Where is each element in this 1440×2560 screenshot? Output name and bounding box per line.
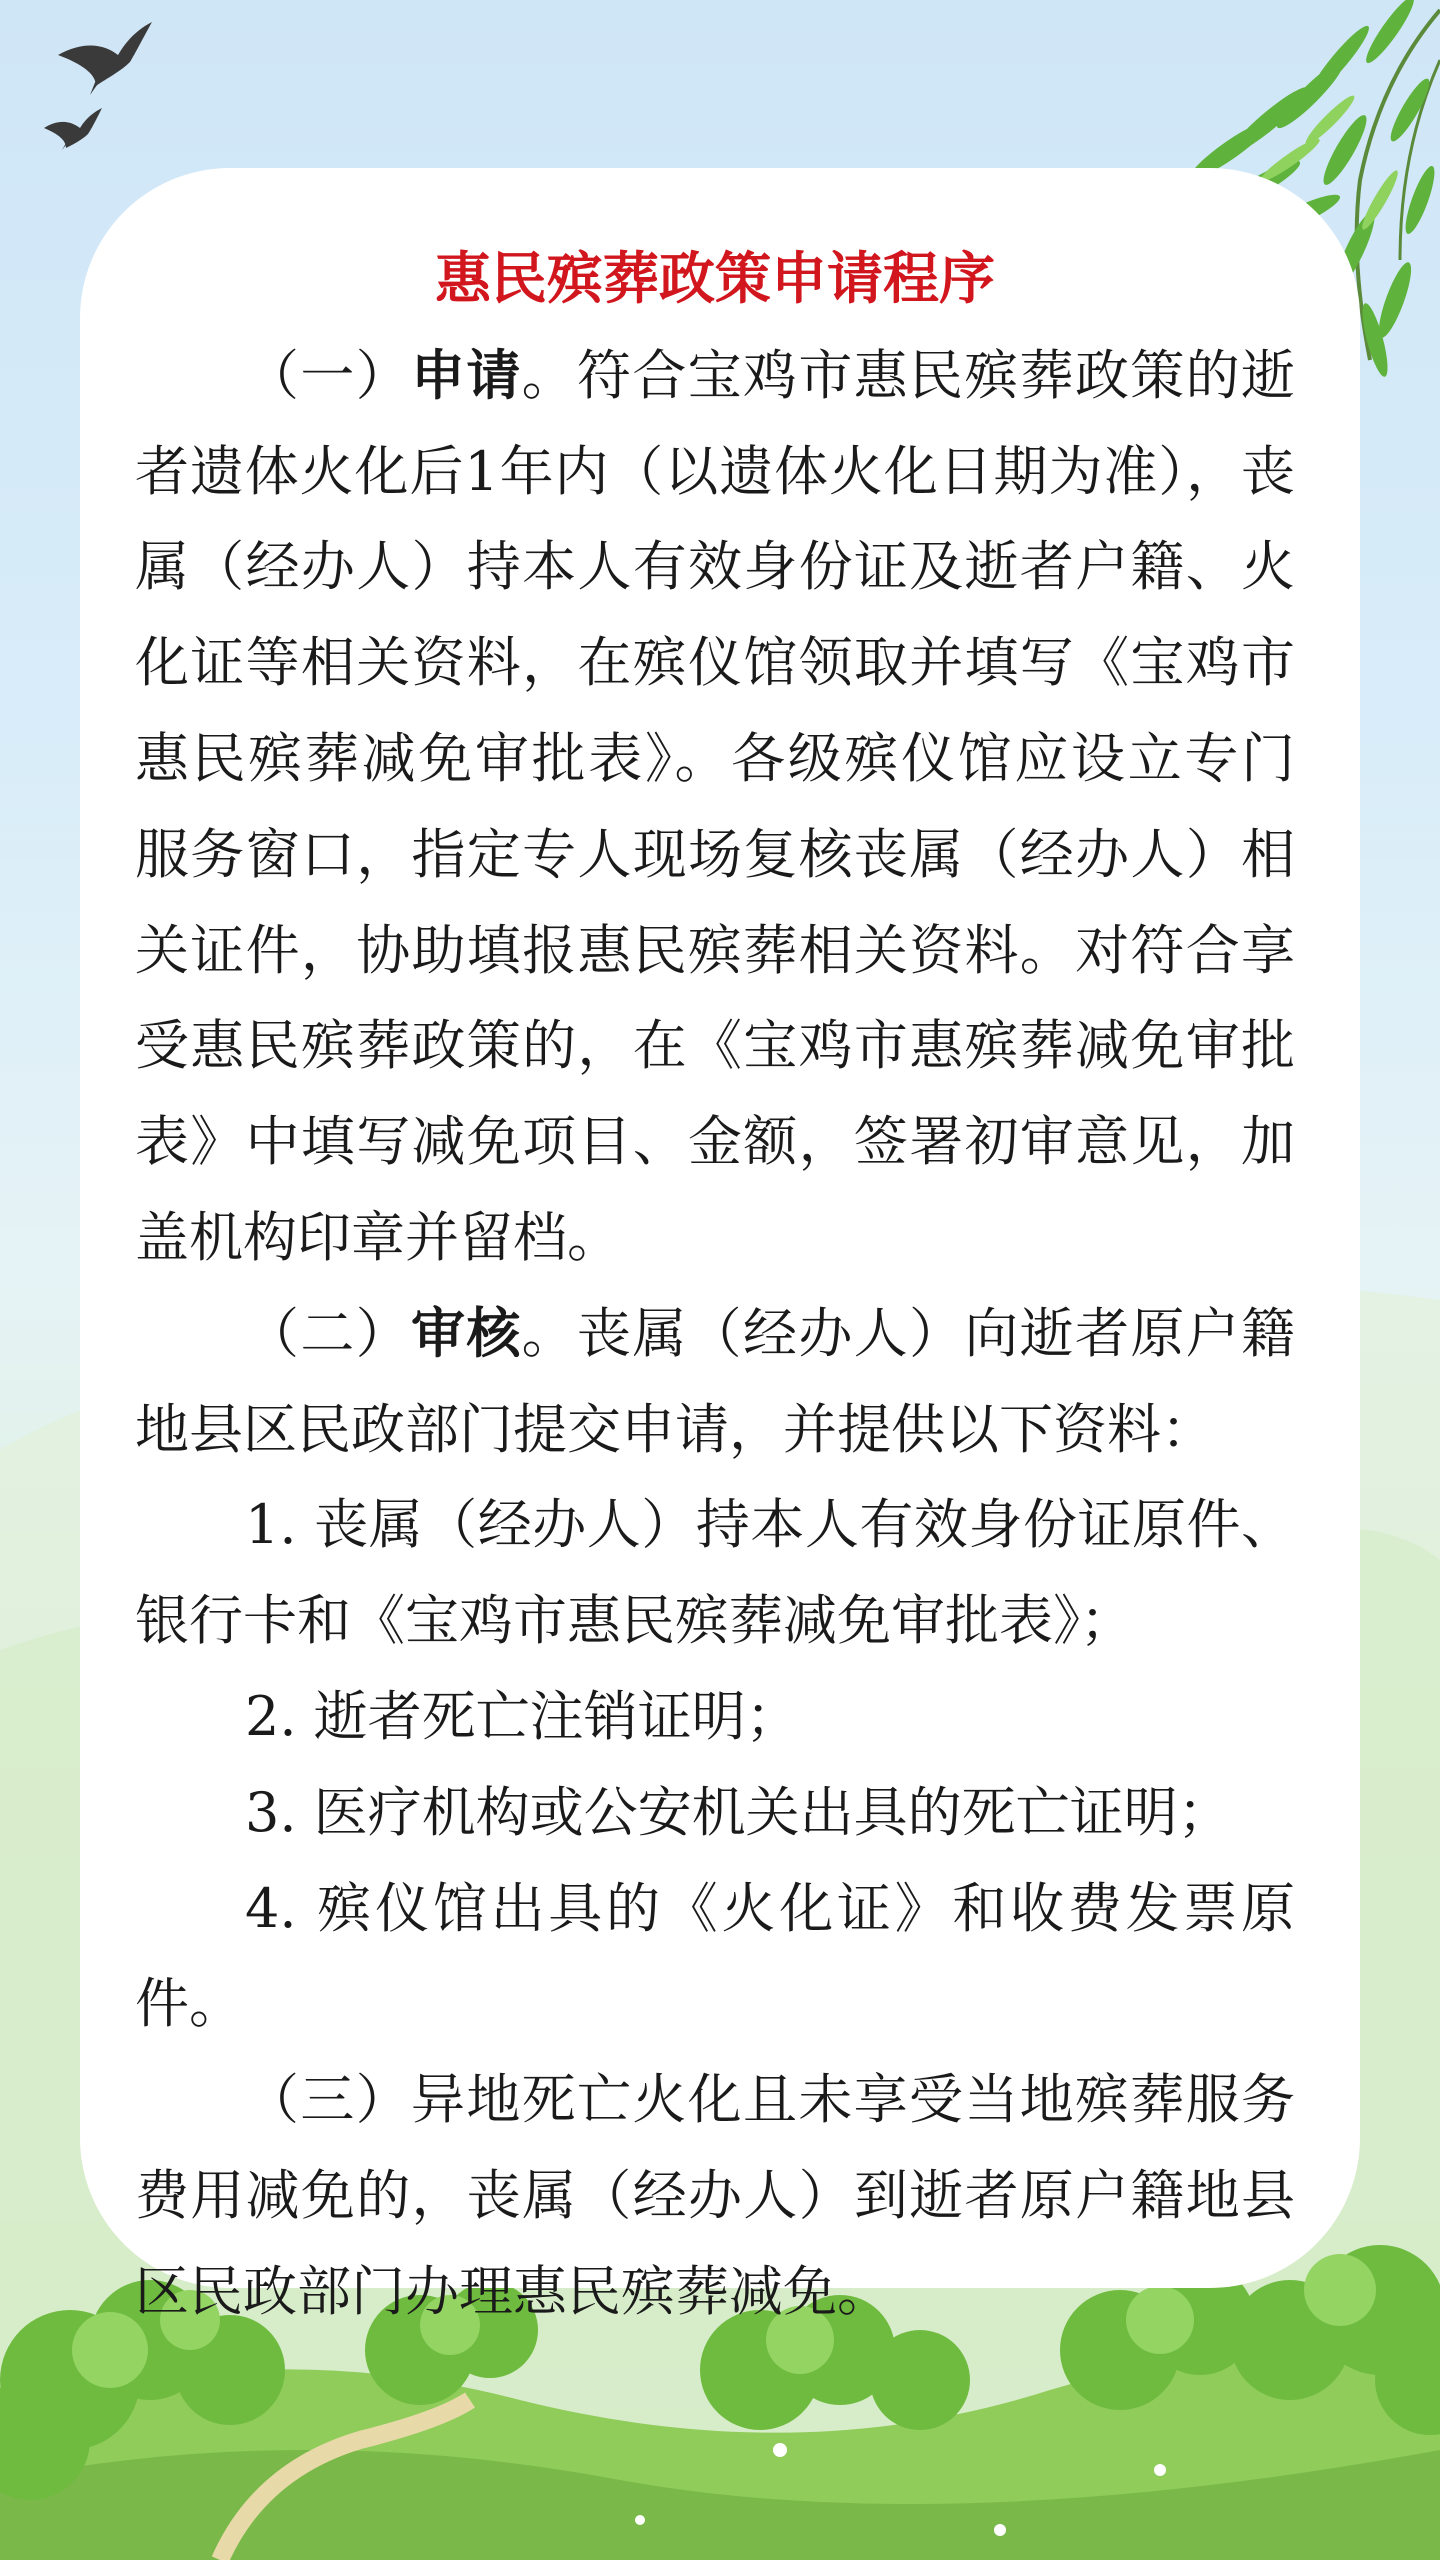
list-item: 4. 殡仪馆出具的《火化证》和收费发票原件。 (135, 1876, 1295, 2036)
section-remote: （三）异地死亡火化且未享受当地殡葬服务费用减免的，丧属（经办人）到逝者原户籍地县区民政部门办理惠民殡葬减免。 (135, 2068, 1295, 2323)
document-body (135, 232, 1295, 2340)
list-item: 3. 医疗机构或公安机关出具的死亡证明； (245, 1780, 1232, 1844)
list-item: 1. 丧属（经办人）持本人有效身份证原件、银行卡和《宝鸡市惠民殡葬减免审批表》； (135, 1493, 1295, 1653)
document-title: 惠民殡葬政策申请程序 (435, 246, 995, 312)
section-heading: 申请 (411, 342, 522, 407)
section-text: 。符合宝鸡市惠民殡葬政策的逝者遗体火化后1年内（以遗体火化日期为准），丧属（经办人）持本人有效身份证及逝者户籍、火化证等相关资料，在殡仪馆领取并填写《宝鸡市惠民殡葬减免审批表》。各级殡仪馆应设立专门服务窗口，指定专人现场复核丧属（经办人）相关证件，协助填报惠民殡葬相关资料。对符合享受惠民殡葬政策的，在《宝鸡市惠殡葬减免审批表》中填写减免项目、金额，签署初审意见，加盖机构印章并留档。 (135, 343, 1296, 1269)
section-number: （二） (245, 1301, 411, 1365)
swallow-icon (44, 108, 102, 150)
section-heading: 审核 (411, 1300, 522, 1365)
section-number: （一） (245, 343, 411, 407)
section-review (135, 1286, 1295, 1478)
swallow-icon (58, 22, 152, 95)
section-apply (135, 328, 1295, 1286)
section-text: 。丧属（经办人）向逝者原户籍地县区民政部门提交申请，并提供以下资料： (135, 1301, 1296, 1461)
list-item: 2. 逝者死亡注销证明； (245, 1684, 800, 1748)
